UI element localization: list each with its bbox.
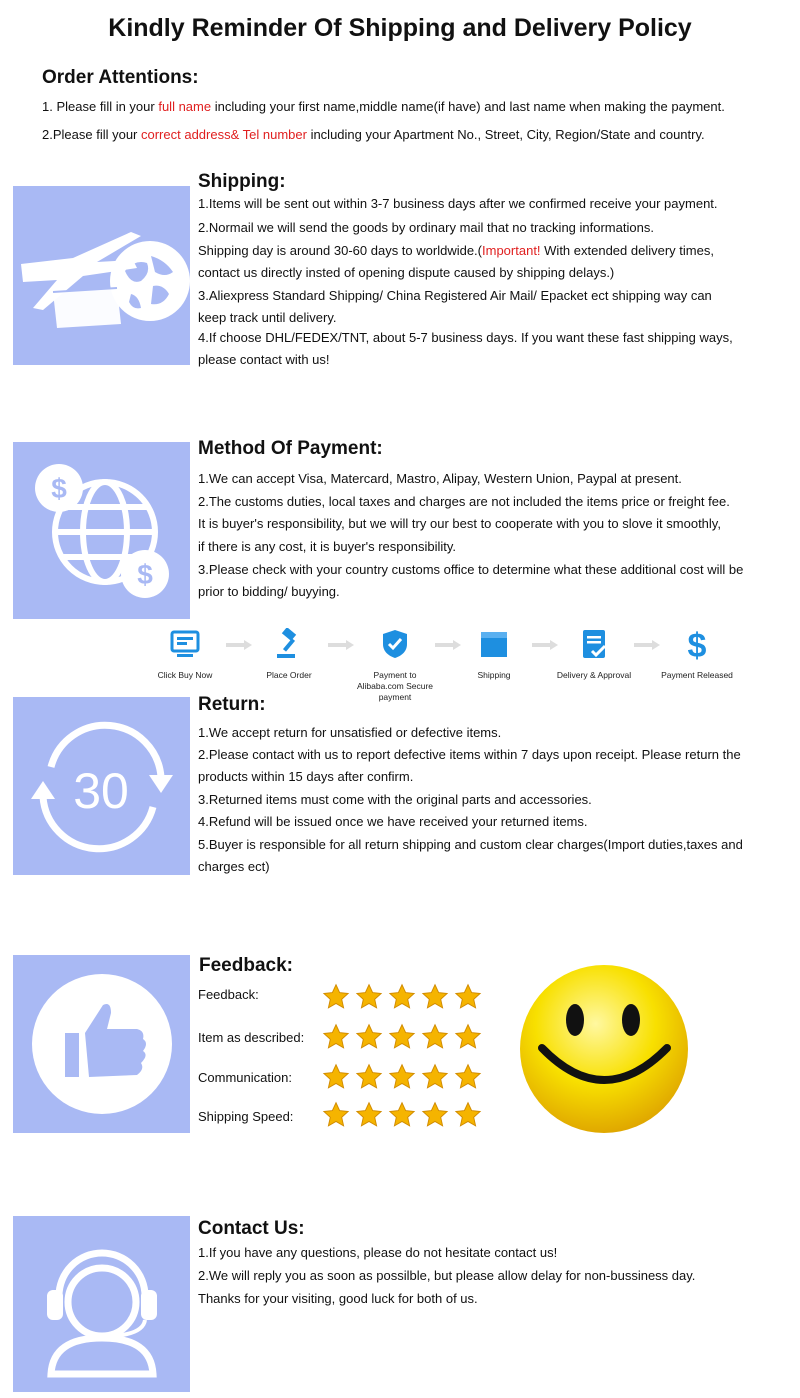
svg-text:$: $ xyxy=(687,628,707,660)
rating-stars-shipping-speed xyxy=(322,1101,487,1129)
step-label-line: Alibaba.com Secure payment xyxy=(356,681,434,702)
star-icon xyxy=(421,1023,449,1051)
smiley-face-icon xyxy=(517,962,691,1136)
checklist-icon xyxy=(578,628,610,660)
star-icon xyxy=(454,1101,482,1129)
star-icon xyxy=(322,983,350,1011)
shipping-line-1: 1.Items will be sent out within 3-7 business days after we confirmed receive your payment. xyxy=(198,196,718,211)
rating-stars-feedback xyxy=(322,983,487,1011)
rating-stars-item-as-described xyxy=(322,1023,487,1051)
star-icon xyxy=(454,1023,482,1051)
star-icon xyxy=(421,1063,449,1091)
star-icon xyxy=(322,1063,350,1091)
shipping-line-6: keep track until delivery. xyxy=(198,310,337,325)
shipping-important: Important! xyxy=(482,243,541,258)
step-label-line: Payment to xyxy=(373,670,417,680)
page-title: Kindly Reminder Of Shipping and Delivery Policy xyxy=(108,14,692,42)
rating-label-item-as-described: Item as described: xyxy=(198,1030,305,1045)
return-heading: Return: xyxy=(198,694,266,715)
step-label xyxy=(340,670,450,703)
return-days-text: 30 xyxy=(73,763,129,819)
step-label: Click Buy Now xyxy=(157,670,213,680)
contact-panel xyxy=(13,1216,190,1392)
shipping-heading: Shipping: xyxy=(198,171,286,192)
feedback-heading: Feedback: xyxy=(199,955,293,976)
step-payment-released xyxy=(642,628,752,681)
feedback-panel xyxy=(13,955,190,1133)
payment-heading: Method Of Payment: xyxy=(198,438,383,459)
shipping-line-3-pre: Shipping day is around 30-60 days to worldwide.( xyxy=(198,243,483,258)
payment-line-6: prior to bidding/ buyying. xyxy=(198,584,340,599)
payment-process-steps xyxy=(150,628,750,702)
order-line-2-pre: 2.Please fill your xyxy=(42,127,141,142)
step-shipping xyxy=(439,628,549,681)
shipping-line-4: contact us directly insted of opening dispute caused by shipping delays.) xyxy=(198,265,615,280)
payment-panel xyxy=(13,442,190,619)
contact-line-1: 1.If you have any questions, please do not hesitate contact us! xyxy=(198,1245,558,1260)
order-line-2-highlight: correct address& Tel number xyxy=(141,127,307,142)
star-icon xyxy=(388,1101,416,1129)
star-icon xyxy=(355,1101,383,1129)
star-icon xyxy=(454,1063,482,1091)
step-label: Shipping xyxy=(477,670,511,680)
step-place-order xyxy=(234,628,344,681)
step-label: Payment Released xyxy=(661,670,733,680)
thumbs-up-icon xyxy=(13,955,190,1133)
step-label: Place Order xyxy=(266,670,312,680)
rating-stars-communication xyxy=(322,1063,487,1091)
star-icon xyxy=(421,1101,449,1129)
step-label: Delivery & Approval xyxy=(556,670,632,680)
return-line-4: 3.Returned items must come with the original parts and accessories. xyxy=(198,792,592,807)
return-line-1: 1.We accept return for unsatisfied or defective items. xyxy=(198,725,502,740)
airplane-globe-icon xyxy=(13,186,190,365)
contact-heading: Contact Us: xyxy=(198,1218,305,1239)
rating-label-feedback: Feedback: xyxy=(198,987,259,1002)
shipping-line-5: 3.Aliexpress Standard Shipping/ China Registered Air Mail/ Epacket ect shipping way can xyxy=(198,288,712,303)
shipping-panel xyxy=(13,186,190,365)
payment-line-2: 2.The customs duties, local taxes and charges are not included the items price or freight fee. xyxy=(198,494,730,509)
star-icon xyxy=(388,1023,416,1051)
order-line-2-post: including your Apartment No., Street, City, Region/State and country. xyxy=(306,127,705,142)
return-line-2: 2.Please contact with us to report defective items within 7 days upon receipt. Please return the xyxy=(198,747,741,762)
step-click-buy-now xyxy=(130,628,240,681)
star-icon xyxy=(355,983,383,1011)
contact-line-3: Thanks for your visiting, good luck for both of us. xyxy=(198,1291,478,1306)
globe-dollar-icon xyxy=(13,442,190,619)
shipping-line-3 xyxy=(198,240,714,262)
box-icon xyxy=(478,628,510,660)
customer-service-icon xyxy=(13,1216,190,1392)
rating-label-shipping-speed: Shipping Speed: xyxy=(198,1109,294,1124)
svg-text:$: $ xyxy=(51,473,67,504)
shipping-line-7: 4.If choose DHL/FEDEX/TNT, about 5-7 business days. If you want these fast shipping ways, xyxy=(198,330,733,345)
order-line-1-pre: 1. Please fill in your xyxy=(42,99,159,114)
payment-line-4: if there is any cost, it is buyer's responsibility. xyxy=(198,539,457,554)
star-icon xyxy=(322,1023,350,1051)
step-payment xyxy=(340,628,450,703)
order-line-2 xyxy=(42,124,705,146)
monitor-icon xyxy=(169,628,201,660)
star-icon xyxy=(388,1063,416,1091)
svg-text:$: $ xyxy=(137,559,153,590)
shipping-line-3-post: With extended delivery times, xyxy=(540,243,714,258)
payment-line-1: 1.We can accept Visa, Matercard, Mastro, Alipay, Western Union, Paypal at present. xyxy=(198,471,682,486)
step-delivery xyxy=(539,628,649,681)
payment-line-3: It is buyer's responsibility, but we will try our best to cooperate with you to slove it smoothly, xyxy=(198,516,721,531)
star-icon xyxy=(388,983,416,1011)
star-icon xyxy=(355,1023,383,1051)
rating-label-communication: Communication: xyxy=(198,1070,292,1085)
return-panel xyxy=(13,697,190,875)
return-line-6: 5.Buyer is responsible for all return shipping and custom clear charges(Import duties,taxes and xyxy=(198,837,743,852)
order-line-1-post: including your first name,middle name(if have) and last name when making the payment. xyxy=(211,99,725,114)
star-icon xyxy=(355,1063,383,1091)
return-line-3: products within 15 days after confirm. xyxy=(198,769,414,784)
shield-check-icon xyxy=(379,628,411,660)
order-line-1 xyxy=(42,96,725,118)
thirty-day-return-icon xyxy=(13,697,190,875)
return-line-5: 4.Refund will be issued once we have received your returned items. xyxy=(198,814,588,829)
dollar-icon xyxy=(681,628,713,660)
contact-line-2: 2.We will reply you as soon as possilble, but please allow delay for non-bussiness day. xyxy=(198,1268,696,1283)
shipping-line-2: 2.Normail we will send the goods by ordinary mail that no tracking informations. xyxy=(198,220,654,235)
gavel-icon xyxy=(273,628,305,660)
payment-line-5: 3.Please check with your country customs office to determine what these additional cost will be xyxy=(198,562,744,577)
star-icon xyxy=(421,983,449,1011)
order-line-1-highlight: full name xyxy=(158,99,212,114)
shipping-line-8: please contact with us! xyxy=(198,352,330,367)
return-line-7: charges ect) xyxy=(198,859,270,874)
order-heading: Order Attentions: xyxy=(42,67,199,88)
star-icon xyxy=(322,1101,350,1129)
star-icon xyxy=(454,983,482,1011)
